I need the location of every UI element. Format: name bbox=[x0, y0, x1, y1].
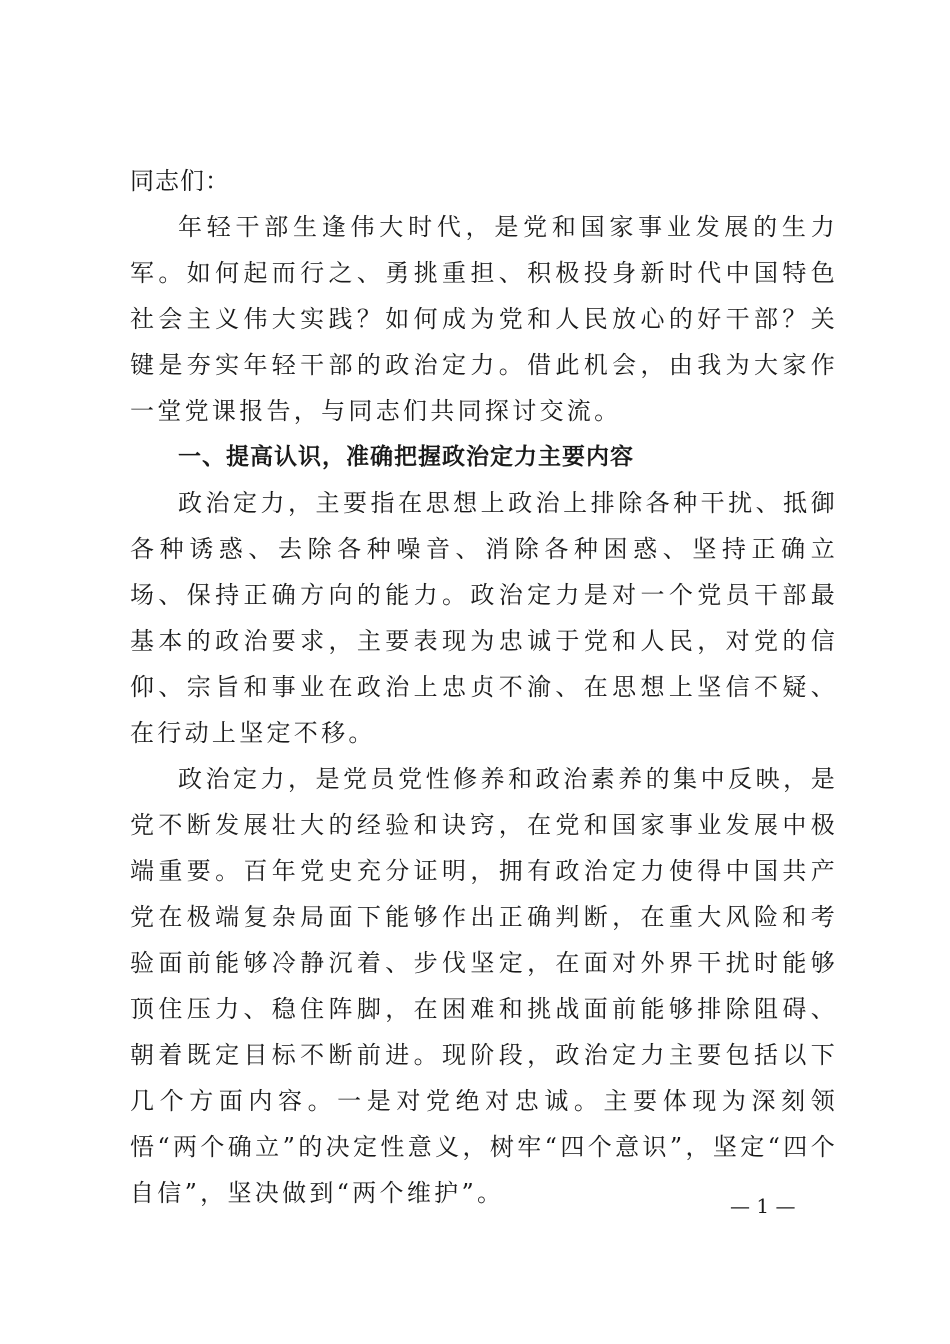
intro-paragraph: 年轻干部生逢伟大时代，是党和国家事业发展的生力军。如何起而行之、勇挑重担、积极投身新时代中国特色社会主义伟大实践？如何成为党和人民放心的好干部？关键是夯实年轻干部的政治定力。借此机会，由我为大家作一堂党课报告，与同志们共同探讨交流。 bbox=[130, 213, 838, 425]
section-paragraph-2: 政治定力，是党员党性修养和政治素养的集中反映，是党不断发展壮大的经验和诀窍，在党和国家事业发展中极端重要。百年党史充分证明，拥有政治定力使得中国共产党在极端复杂局面下能够作出正确判断，在重大风险和考验面前能够冷静沉着、步伐坚定，在面对外界干扰时能够顶住压力、稳住阵脚，在困难和挑战面前能够排除阻碍、朝着既定目标不断前进。现阶段，政治定力主要包括以下几个方面内容。一是对党绝对忠诚。主要体现为深刻领悟“两个确立”的决定性意义，树牢“四个意识”，坚定“四个自信”，坚决做到“两个维护”。 bbox=[130, 765, 838, 1207]
salutation: 同志们： bbox=[130, 167, 230, 195]
page-number: — 1 — bbox=[730, 1194, 796, 1218]
section-paragraph-1: 政治定力，主要指在思想上政治上排除各种干扰、抵御各种诱惑、去除各种噪音、消除各种困惑、坚持正确立场、保持正确方向的能力。政治定力是对一个党员干部最基本的政治要求，主要表现为忠诚于党和人民，对党的信仰、宗旨和事业在政治上忠贞不渝、在思想上坚信不疑、在行动上坚定不移。 bbox=[130, 489, 838, 747]
document-body bbox=[130, 158, 838, 1216]
section-heading: 一、提高认识，准确把握政治定力主要内容 bbox=[178, 444, 634, 470]
